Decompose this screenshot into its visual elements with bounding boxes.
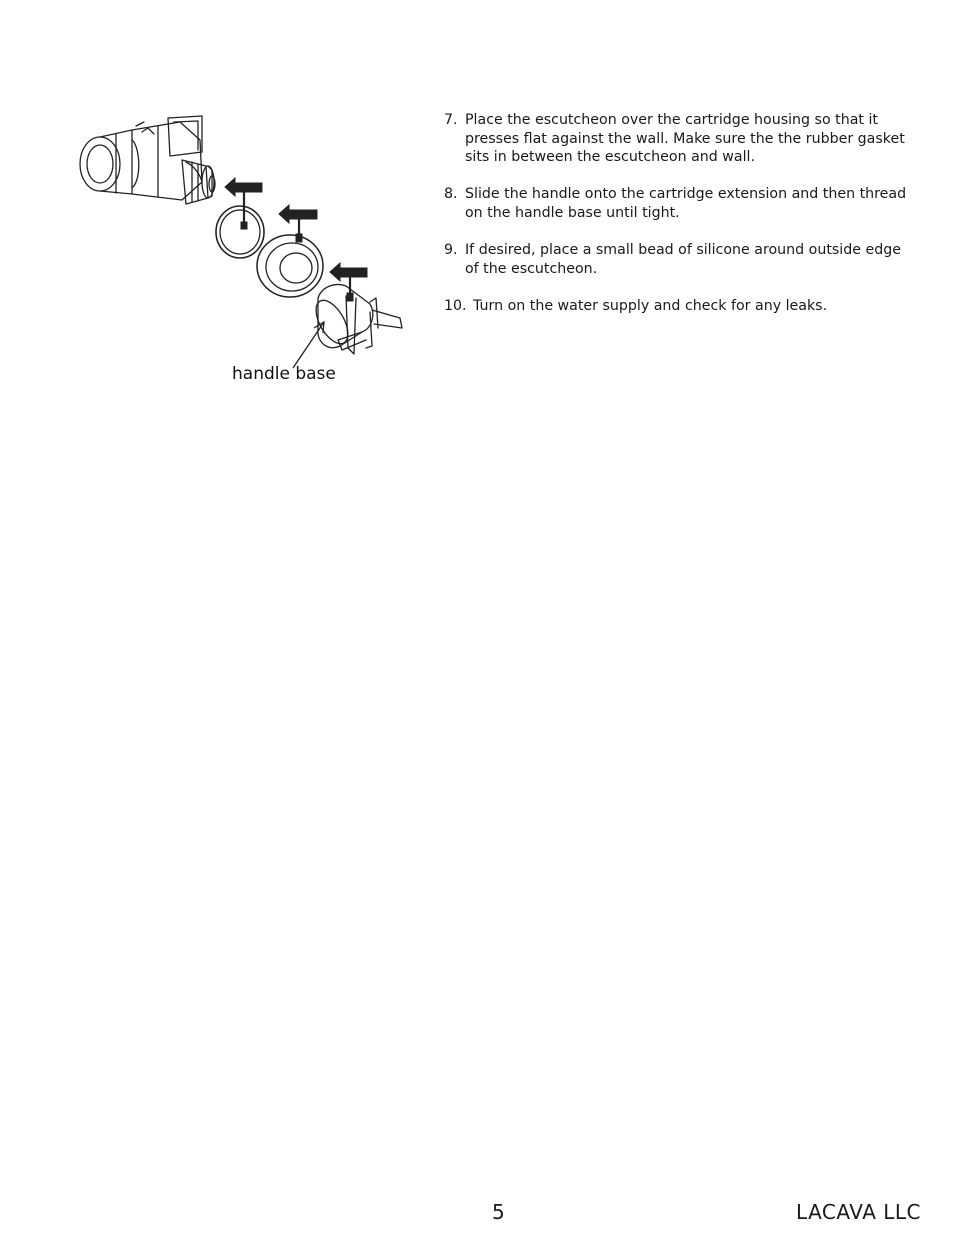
escutcheon-drawing xyxy=(257,235,323,297)
step-text: If desired, place a small bead of silicone around outside edge of the escutcheon. xyxy=(465,242,901,277)
company-name: LACAVA LLC xyxy=(796,1200,921,1224)
step-text: Place the escutcheon over the cartridge housing so that it presses flat against the wall. Make sure the the rubber gasket sits in between the escutcheon and wall. xyxy=(465,112,905,166)
step-number: 8. xyxy=(444,186,458,203)
installation-diagram xyxy=(70,100,430,400)
valve-body-drawing xyxy=(80,116,215,204)
arrow-gasket-icon xyxy=(225,178,262,229)
step-text: Turn on the water supply and check for any leaks. xyxy=(473,297,828,314)
handle-base-label: handle base xyxy=(232,364,336,384)
step-10 xyxy=(444,297,914,316)
page-number: 5 xyxy=(492,1200,505,1224)
step-number: 9. xyxy=(444,242,458,259)
callout-leader-line xyxy=(293,322,324,368)
step-8 xyxy=(444,185,914,222)
step-9 xyxy=(444,241,914,278)
arrow-escutcheon-icon xyxy=(279,205,317,242)
rubber-gasket-drawing xyxy=(216,206,264,258)
cross-handle-drawing xyxy=(310,285,402,355)
step-7 xyxy=(444,111,914,167)
exploded-view-illustration xyxy=(70,100,430,400)
step-text: Slide the handle onto the cartridge extension and then thread on the handle base until tight. xyxy=(465,186,907,221)
instruction-steps xyxy=(444,111,914,334)
step-number: 7. xyxy=(444,112,458,128)
step-number: 10. xyxy=(444,297,467,314)
